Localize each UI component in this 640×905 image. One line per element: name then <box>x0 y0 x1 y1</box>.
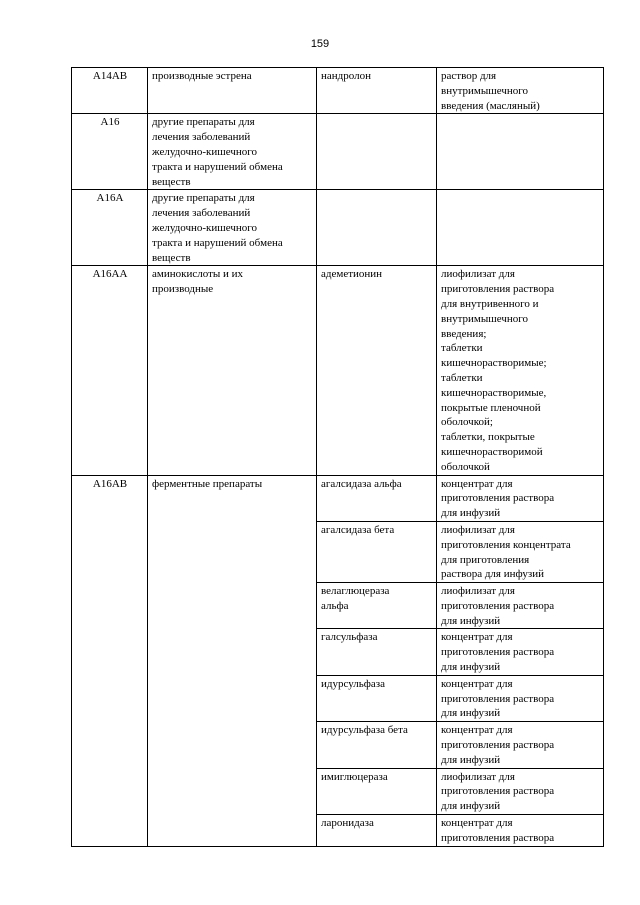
dosage-forms-cell: лиофилизат для приготовления раствора для инфузий <box>437 768 604 814</box>
dosage-forms-cell: концентрат для приготовления раствора для инфузий <box>437 675 604 721</box>
dosage-forms-cell: лиофилизат для приготовления раствора для внутривенного и внутримышечного введения; таблетки кишечнорастворимые; таблетки кишечнорастворимые, покрытые пленочной оболочкой; таблетки, покрытые кишечнорастворимой оболочкой <box>437 266 604 475</box>
atc-code-cell: А14АВ <box>72 68 148 114</box>
group-name-cell: производные эстрена <box>148 68 317 114</box>
drug-name-cell: идурсульфаза <box>317 675 437 721</box>
drug-name-cell: галсульфаза <box>317 629 437 675</box>
dosage-forms-cell: концентрат для приготовления раствора для инфузий <box>437 629 604 675</box>
group-name-cell: другие препараты для лечения заболеваний желудочно-кишечного тракта и нарушений обмена веществ <box>148 190 317 266</box>
table-row <box>72 68 604 114</box>
drug-name-cell: нандролон <box>317 68 437 114</box>
page-number: 159 <box>310 38 330 50</box>
dosage-forms-cell: концентрат для приготовления раствора для инфузий <box>437 475 604 521</box>
dosage-forms-cell: лиофилизат для приготовления концентрата для приготовления раствора для инфузий <box>437 521 604 582</box>
drug-name-cell: имиглюцераза <box>317 768 437 814</box>
group-name-cell: ферментные препараты <box>148 475 317 846</box>
table-row <box>72 114 604 190</box>
dosage-forms-cell: концентрат для приготовления раствора для инфузий <box>437 722 604 768</box>
drug-name-cell: идурсульфаза бета <box>317 722 437 768</box>
atc-code-cell: А16АА <box>72 266 148 475</box>
table-row <box>72 190 604 266</box>
atc-code-cell: А16А <box>72 190 148 266</box>
group-name-cell: аминокислоты и их производные <box>148 266 317 475</box>
dosage-forms-cell: раствор для внутримышечного введения (масляный) <box>437 68 604 114</box>
drug-name-cell: адеметионин <box>317 266 437 475</box>
table-row <box>72 475 604 521</box>
drug-table <box>71 67 604 847</box>
dosage-forms-cell <box>437 114 604 190</box>
drug-name-cell: ларонидаза <box>317 815 437 847</box>
drug-name-cell <box>317 190 437 266</box>
atc-code-cell: А16АВ <box>72 475 148 846</box>
drug-name-cell <box>317 114 437 190</box>
dosage-forms-cell: концентрат для приготовления раствора <box>437 815 604 847</box>
dosage-forms-cell <box>437 190 604 266</box>
drug-name-cell: велаглюцераза альфа <box>317 583 437 629</box>
dosage-forms-cell: лиофилизат для приготовления раствора для инфузий <box>437 583 604 629</box>
drug-name-cell: агалсидаза бета <box>317 521 437 582</box>
atc-code-cell: А16 <box>72 114 148 190</box>
group-name-cell: другие препараты для лечения заболеваний желудочно-кишечного тракта и нарушений обмена веществ <box>148 114 317 190</box>
table-row <box>72 266 604 475</box>
drug-name-cell: агалсидаза альфа <box>317 475 437 521</box>
